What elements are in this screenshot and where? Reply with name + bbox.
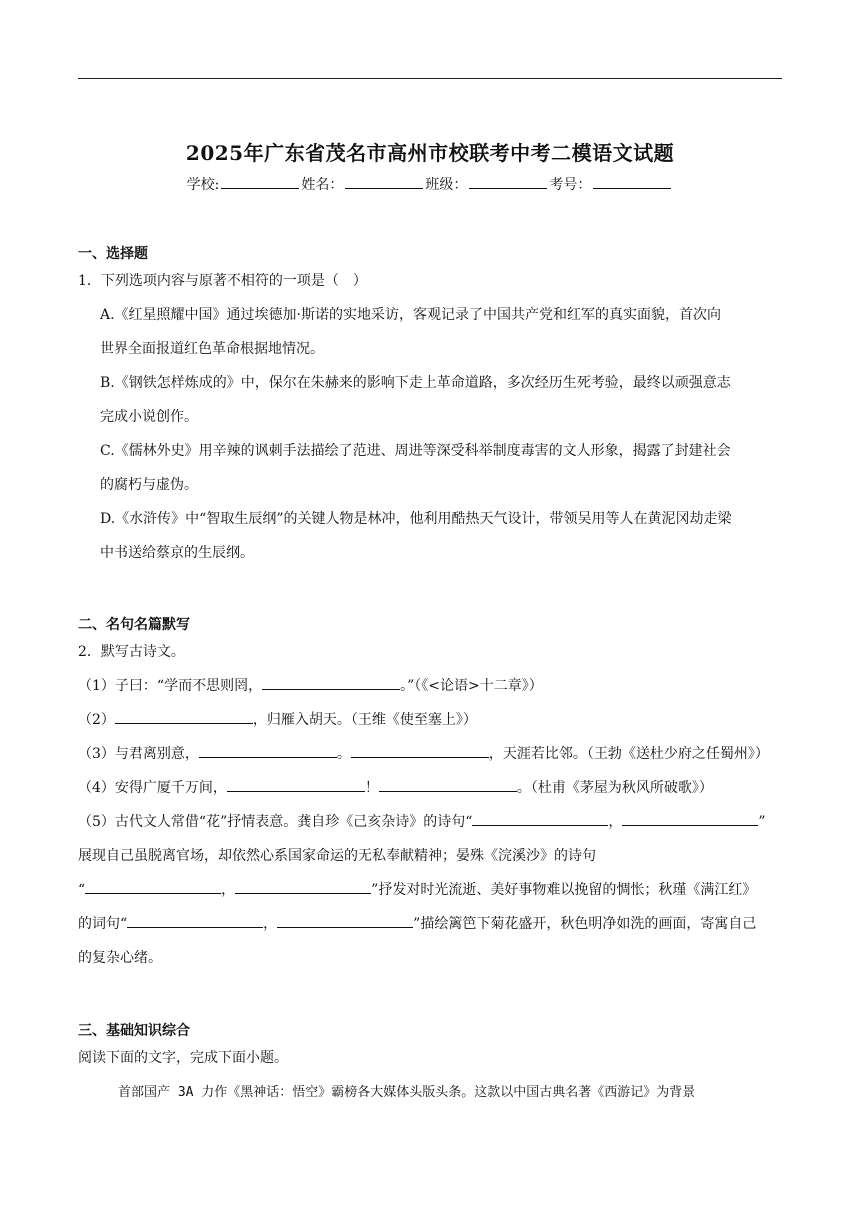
option-d-line-1: D.《水浒传》中“智取生辰纲”的关键人物是林冲，他利用酷热天气设计，带领吴用等人在黄泥冈劫走梁 xyxy=(100,511,732,527)
class-label: 班级： xyxy=(425,177,468,193)
option-a-line-1: A.《红星照耀中国》通过埃德加·斯诺的实地采访，客观记录了中国共产党和红军的真实面貌，首次向 xyxy=(100,307,722,323)
section-heading-choice: 一、选择题 xyxy=(78,246,148,262)
answer-blank[interactable] xyxy=(235,881,371,894)
name-blank[interactable] xyxy=(345,176,423,189)
reading-instruction: 阅读下面的文字，完成下面小题。 xyxy=(78,1050,288,1066)
answer-blank[interactable] xyxy=(472,813,608,826)
answer-blank[interactable] xyxy=(277,915,413,928)
recitation-item-1: （1）子曰：“学而不思则罔， 。”（《<论语>十二章》） xyxy=(78,678,543,694)
option-c-line-1: C.《儒林外史》用辛辣的讽刺手法描绘了范进、周进等深受科举制度毒害的文人形象，揭露了封建社会 xyxy=(100,443,731,459)
recitation-item-5: （5）古代文人常借“花”抒情表意。龚自珍《己亥杂诗》的诗句“ ， ” xyxy=(78,814,766,830)
section-heading-basics: 三、基础知识综合 xyxy=(78,1023,190,1039)
exam-number-blank[interactable] xyxy=(593,176,671,189)
option-d-line-2: 中书送给蔡京的生辰纲。 xyxy=(100,545,254,561)
recitation-item-5-line-3: “ ， ”抒发对时光流逝、美好事物难以挽留的惆怅；秋瑾《满江红》 xyxy=(78,882,757,898)
option-a-line-2: 世界全面报道红色革命根据地情况。 xyxy=(100,341,324,357)
answer-blank[interactable] xyxy=(262,677,400,690)
school-blank[interactable] xyxy=(221,176,299,189)
option-c-line-2: 的腐朽与虚伪。 xyxy=(100,477,198,493)
recitation-item-5-line-2: 展现自己虽脱离官场，却依然心系国家命运的无私奉献精神；晏殊《浣溪沙》的诗句 xyxy=(78,848,596,864)
section-heading-recitation: 二、名句名篇默写 xyxy=(78,617,190,633)
question-1-stem: 1．下列选项内容与原著不相符的一项是（ ） xyxy=(78,273,367,289)
recitation-item-4: （4）安得广厦千万间， ！ 。（杜甫《茅屋为秋风所破歌》） xyxy=(78,780,713,796)
passage-first-line: 首部国产 3A 力作《黑神话：悟空》霸榜各大媒体头版头条。这款以中国古典名著《西游记》为背景 xyxy=(118,1085,696,1100)
answer-blank[interactable] xyxy=(379,779,517,792)
class-blank[interactable] xyxy=(469,176,547,189)
answer-blank[interactable] xyxy=(127,915,263,928)
option-b-line-1: B.《钢铁怎样炼成的》中，保尔在朱赫来的影响下走上革命道路，多次经历生死考验，最终以顽强意志 xyxy=(100,375,731,391)
header-rule xyxy=(78,78,782,79)
answer-blank[interactable] xyxy=(351,745,489,758)
student-info-line xyxy=(0,174,860,194)
option-b-line-2: 完成小说创作。 xyxy=(100,409,198,425)
exam-number-label: 考号： xyxy=(549,177,592,193)
answer-blank[interactable] xyxy=(85,881,221,894)
recitation-item-3: （3）与君离别意， 。 ，天涯若比邻。（王勃《送杜少府之任蜀州》） xyxy=(78,746,769,762)
question-2-stem: 2．默写古诗文。 xyxy=(78,644,185,660)
answer-blank[interactable] xyxy=(199,745,337,758)
answer-blank[interactable] xyxy=(115,711,253,724)
recitation-item-5-line-5: 的复杂心绪。 xyxy=(78,950,162,966)
answer-blank[interactable] xyxy=(227,779,365,792)
document-title: 2025年广东省茂名市高州市校联考中考二模语文试题 xyxy=(185,141,675,165)
school-label: 学校: xyxy=(186,177,220,193)
answer-blank[interactable] xyxy=(622,813,758,826)
name-label: 姓名： xyxy=(301,177,344,193)
recitation-item-5-line-4: 的词句“ ， ”描绘篱笆下菊花盛开，秋色明净如洗的画面，寄寓自己 xyxy=(78,916,757,932)
recitation-item-2: （2） ，归雁入胡天。（王维《使至塞上》） xyxy=(78,712,477,728)
